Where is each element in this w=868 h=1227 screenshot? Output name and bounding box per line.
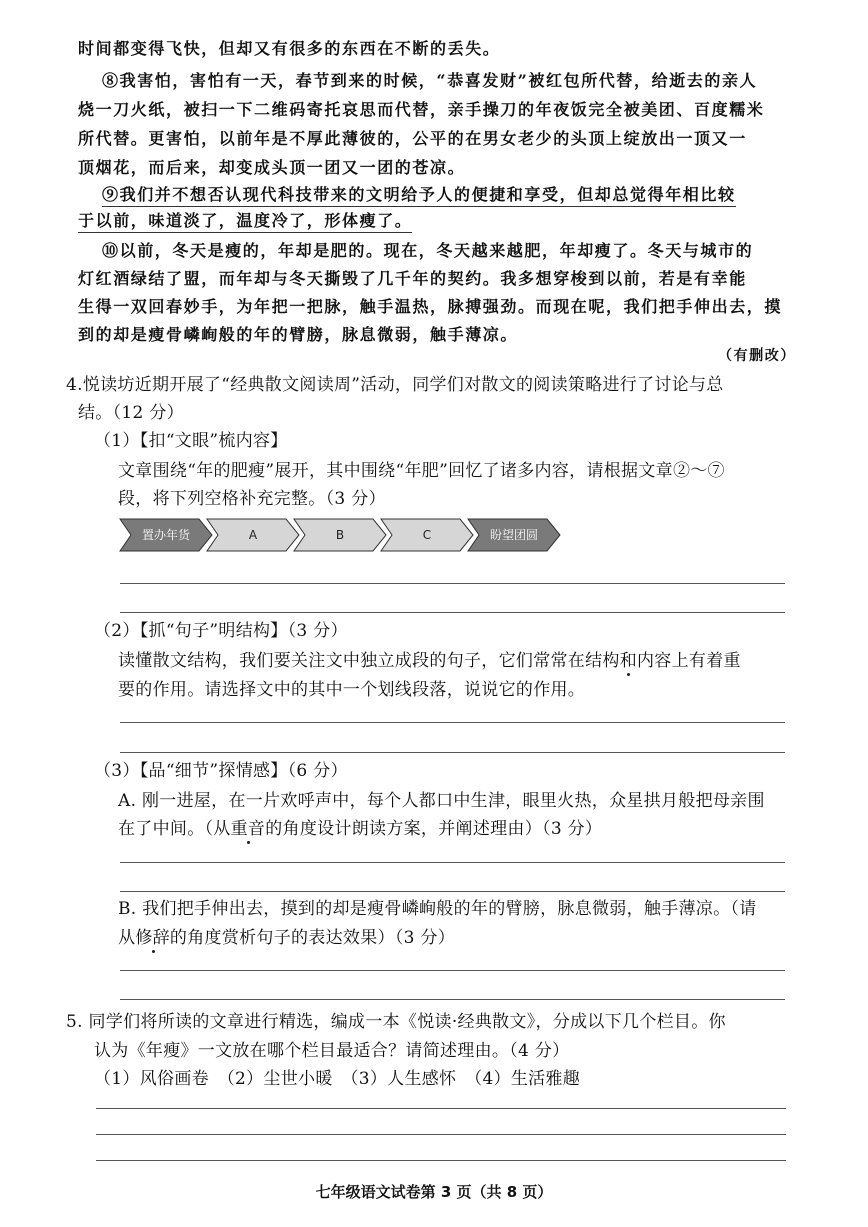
- flow-step-label: C: [422, 528, 432, 542]
- paragraph-9-underlined: [78, 210, 412, 232]
- answer-line[interactable]: [120, 583, 785, 584]
- subquestion-3-title: （3）【品“细节”探情感】（6 分）: [94, 761, 348, 781]
- subquestion-2-text: 要的作用。请选择文中的其中一个划线段落，说说它的作用。: [118, 680, 586, 700]
- answer-line[interactable]: [120, 891, 785, 892]
- paragraph-9-underlined: [102, 184, 736, 206]
- text-segment: 上有着重: [671, 651, 741, 671]
- underlined-text: 于以前，味道淡了，温度冷了，形体瘦了。: [78, 211, 412, 233]
- paragraph-8-line: 所代替。更害怕，以前年是不厚此薄彼的，公平的在男女老少的头顶上绽放出一顶又一: [78, 129, 747, 148]
- flow-step: [206, 518, 300, 552]
- paragraph-8-line: ⑧我害怕，害怕有一天，春节到来的时候，“恭喜发财”被红包所代替，给逝去的亲人: [102, 71, 758, 90]
- answer-line[interactable]: [96, 1108, 786, 1109]
- answer-line[interactable]: [120, 970, 785, 971]
- subquestion-3a-text: A. 刚一进屋，在一片欢呼声中，每个人都口中生津，眼里火热，众星拱月般把母亲围: [118, 791, 765, 811]
- flow-step: [380, 518, 474, 552]
- subquestion-2-text: [118, 650, 741, 672]
- subquestion-2-title: （2）【抓“句子”明结构】（3 分）: [94, 621, 348, 641]
- question-5-options: （1）风俗画卷 （2）尘世小暖 （3）人生感怀 （4）生活雅趣: [94, 1069, 581, 1089]
- content-flow-diagram: [119, 518, 561, 552]
- emphasized-text: 结构和内容: [585, 651, 672, 671]
- text-segment: 从: [118, 928, 136, 948]
- answer-line[interactable]: [120, 862, 785, 863]
- answer-line[interactable]: [120, 999, 785, 1000]
- answer-line[interactable]: [120, 612, 785, 613]
- subquestion-3b-text: B. 我们把手伸出去，摸到的却是瘦骨嶙峋般的年的臂膀，脉息微弱，触手薄凉。（请: [118, 899, 757, 919]
- question-4-stem: 4.悦读坊近期开展了“经典散文阅读周”活动，同学们对散文的阅读策略进行了讨论与总: [66, 375, 724, 395]
- flow-step-label: 置办年货: [141, 528, 190, 542]
- subquestion-1-text: 文章围绕“年的肥瘦”展开，其中围绕“年肥”回忆了诸多内容，请根据文章②～⑦: [118, 461, 725, 481]
- question-4-stem: 结。（12 分）: [78, 403, 184, 423]
- flow-step-label: 盼望团圆: [489, 528, 538, 542]
- text-segment: 的角度赏析句子的表达效果）（3 分）: [169, 928, 456, 948]
- emphasized-text: 修辞: [135, 928, 170, 948]
- flow-step-label: A: [248, 528, 258, 542]
- subquestion-3b-text: [118, 927, 455, 949]
- answer-line[interactable]: [96, 1134, 786, 1135]
- paragraph-10-line: 灯红酒绿结了盟，而年却与冬天撕毁了几千年的契约。我多想穿梭到以前，若是有幸能: [78, 269, 747, 288]
- paragraph-10-line: 到的却是瘦骨嶙峋般的年的臂膀，脉息微弱，触手薄凉。: [78, 325, 519, 344]
- question-5-stem: 认为《年瘦》一文放在哪个栏目最适合？请简述理由。（4 分）: [94, 1041, 570, 1061]
- flow-step-label: B: [335, 528, 345, 542]
- flow-step: [119, 518, 213, 552]
- flow-step: [467, 518, 561, 552]
- text-segment: 读懂散文结构，我们要关注文中独立成段的句子，它们常常在: [118, 651, 586, 671]
- answer-line[interactable]: [120, 752, 785, 753]
- page-footer: 七年级语文试卷第 3 页（共 8 页）: [315, 1183, 553, 1201]
- question-5-stem: 5. 同学们将所读的文章进行精选，编成一本《悦读·经典散文》，分成以下几个栏目。你: [66, 1012, 726, 1032]
- paragraph-8-line: 顶烟花，而后来，却变成头顶一团又一团的苍凉。: [78, 158, 466, 177]
- answer-line[interactable]: [120, 722, 785, 723]
- answer-line[interactable]: [96, 1160, 786, 1161]
- underlined-text: ⑨我们并不想否认现代科技带来的文明给予人的便捷和享受，但却总觉得年相比较: [102, 185, 736, 207]
- emphasized-text: 重音: [230, 819, 266, 839]
- passage-line: 时间都变得飞快，但却又有很多的东西在不断的丢失。: [78, 39, 501, 58]
- flow-step: [293, 518, 387, 552]
- paragraph-8-line: 烧一刀火纸，被扫一下二维码寄托哀思而代替，亲手操刀的年夜饭完全被美团、百度糯米: [78, 100, 765, 119]
- subquestion-1-title: （1）【扣“文眼”梳内容】: [94, 431, 288, 451]
- text-segment: 在了中间。（从: [118, 819, 231, 839]
- paragraph-10-line: ⑩以前，冬天是瘦的，年却是肥的。现在，冬天越来越肥，年却瘦了。冬天与城市的: [102, 241, 754, 260]
- subquestion-1-text: 段，将下列空格补充完整。（3 分）: [118, 489, 386, 509]
- subquestion-3a-text: [118, 818, 602, 840]
- paragraph-10-line: 生得一双回春妙手，为年把一把脉，触手温热，脉搏强劲。而现在呢，我们把手伸出去，摸: [78, 297, 783, 316]
- text-segment: 的角度设计朗读方案，并阐述理由）（3 分）: [265, 819, 603, 839]
- source-note: （有删改）: [718, 348, 796, 364]
